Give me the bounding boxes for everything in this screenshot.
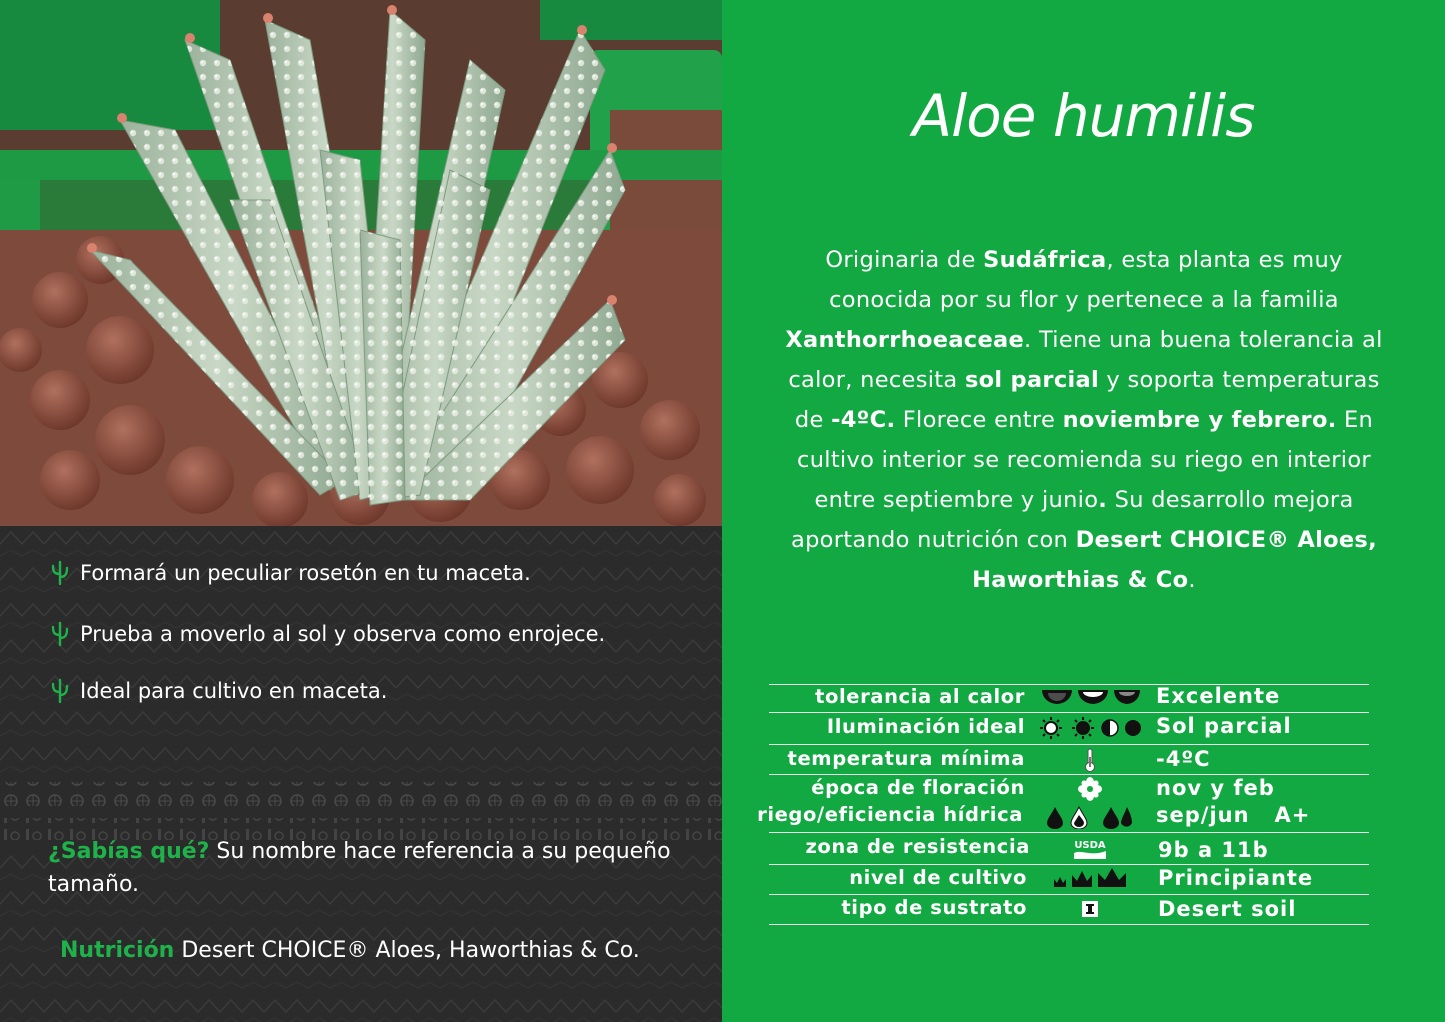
feature-bullet	[48, 621, 605, 647]
feature-text: Ideal para cultivo en maceta.	[80, 679, 388, 703]
row-label: nivel de cultivo	[849, 866, 1027, 889]
table-row	[722, 895, 1445, 923]
row-label: tipo de sustrato	[841, 896, 1027, 919]
did-you-know	[48, 835, 698, 901]
thermometer-icon	[1036, 747, 1144, 773]
substrate-icon	[1036, 899, 1144, 919]
table-row	[722, 865, 1445, 893]
table-divider	[769, 924, 1369, 925]
cactus-icon	[48, 621, 72, 647]
plant-description: Originaria de Sudáfrica, esta planta es muy conocida por su flor y pertenece a la familia Xanthorrhoeaceae. Tiene una buena tolerancia al calor, necesita sol parcial y soporta temperaturas de -4ºC. Florece entre noviembre y febrero. En cultivo interior se recomienda su riego en interior entre septiembre y junio. Su desarrollo mejora aportando nutrición con Desert CHOICE® Aloes, Haworthias & Co.	[785, 247, 1383, 593]
row-label: Iluminación ideal	[826, 715, 1025, 738]
nutrition-label: Nutrición	[60, 938, 175, 963]
usda-icon	[1036, 837, 1144, 861]
row-value: 9b a 11b	[1158, 838, 1269, 862]
did-you-know-text: Su nombre hace referencia a su pequeño tamaño.	[48, 839, 671, 897]
row-label: riego/eficiencia hídrica	[757, 803, 1023, 826]
row-value: Principiante	[1158, 866, 1314, 890]
table-row	[722, 803, 1445, 831]
row-label: época de floración	[811, 776, 1025, 799]
row-label: temperatura mínima	[787, 747, 1025, 770]
nutrition-text: Desert CHOICE® Aloes, Haworthias & Co.	[174, 938, 640, 963]
table-row	[722, 745, 1445, 773]
row-value: Sol parcial	[1156, 714, 1292, 738]
left-panel	[0, 0, 722, 1022]
table-row	[722, 684, 1445, 712]
feature-text: Prueba a moverlo al sol y observa como enrojece.	[80, 622, 606, 646]
feature-text: Formará un peculiar rosetón en tu maceta.	[80, 561, 531, 585]
water-drops-icon	[1036, 805, 1144, 829]
sun-light-icon	[1036, 716, 1144, 740]
table-divider	[769, 832, 1369, 833]
table-row	[722, 775, 1445, 803]
nutrition-note	[60, 938, 640, 963]
row-label: tolerancia al calor	[815, 685, 1025, 708]
cactus-icon	[48, 678, 72, 704]
svg-text:USDA: USDA	[1074, 840, 1106, 851]
heat-tolerance-icon	[1036, 686, 1144, 708]
table-row	[722, 714, 1445, 742]
plant-title: Aloe humilis	[912, 82, 1255, 150]
flower-icon	[1036, 776, 1144, 802]
row-value: -4ºC	[1156, 747, 1211, 771]
plant-photo	[0, 0, 722, 526]
cactus-icon	[48, 560, 72, 586]
info-panel	[0, 526, 722, 1022]
table-row	[722, 834, 1445, 862]
row-value: nov y feb	[1156, 776, 1275, 800]
aloe-plant-illustration	[0, 0, 722, 526]
did-you-know-label: ¿Sabías qué?	[48, 839, 210, 864]
feature-bullet	[48, 560, 531, 586]
row-value: Excelente	[1156, 684, 1281, 708]
table-divider	[769, 712, 1369, 713]
row-label: zona de resistencia	[805, 835, 1030, 858]
right-panel	[722, 0, 1445, 1022]
row-value: Desert soil	[1158, 897, 1297, 921]
row-value: sep/jun A+	[1156, 803, 1311, 827]
feature-bullet	[48, 678, 387, 704]
crowns-icon	[1036, 867, 1144, 891]
